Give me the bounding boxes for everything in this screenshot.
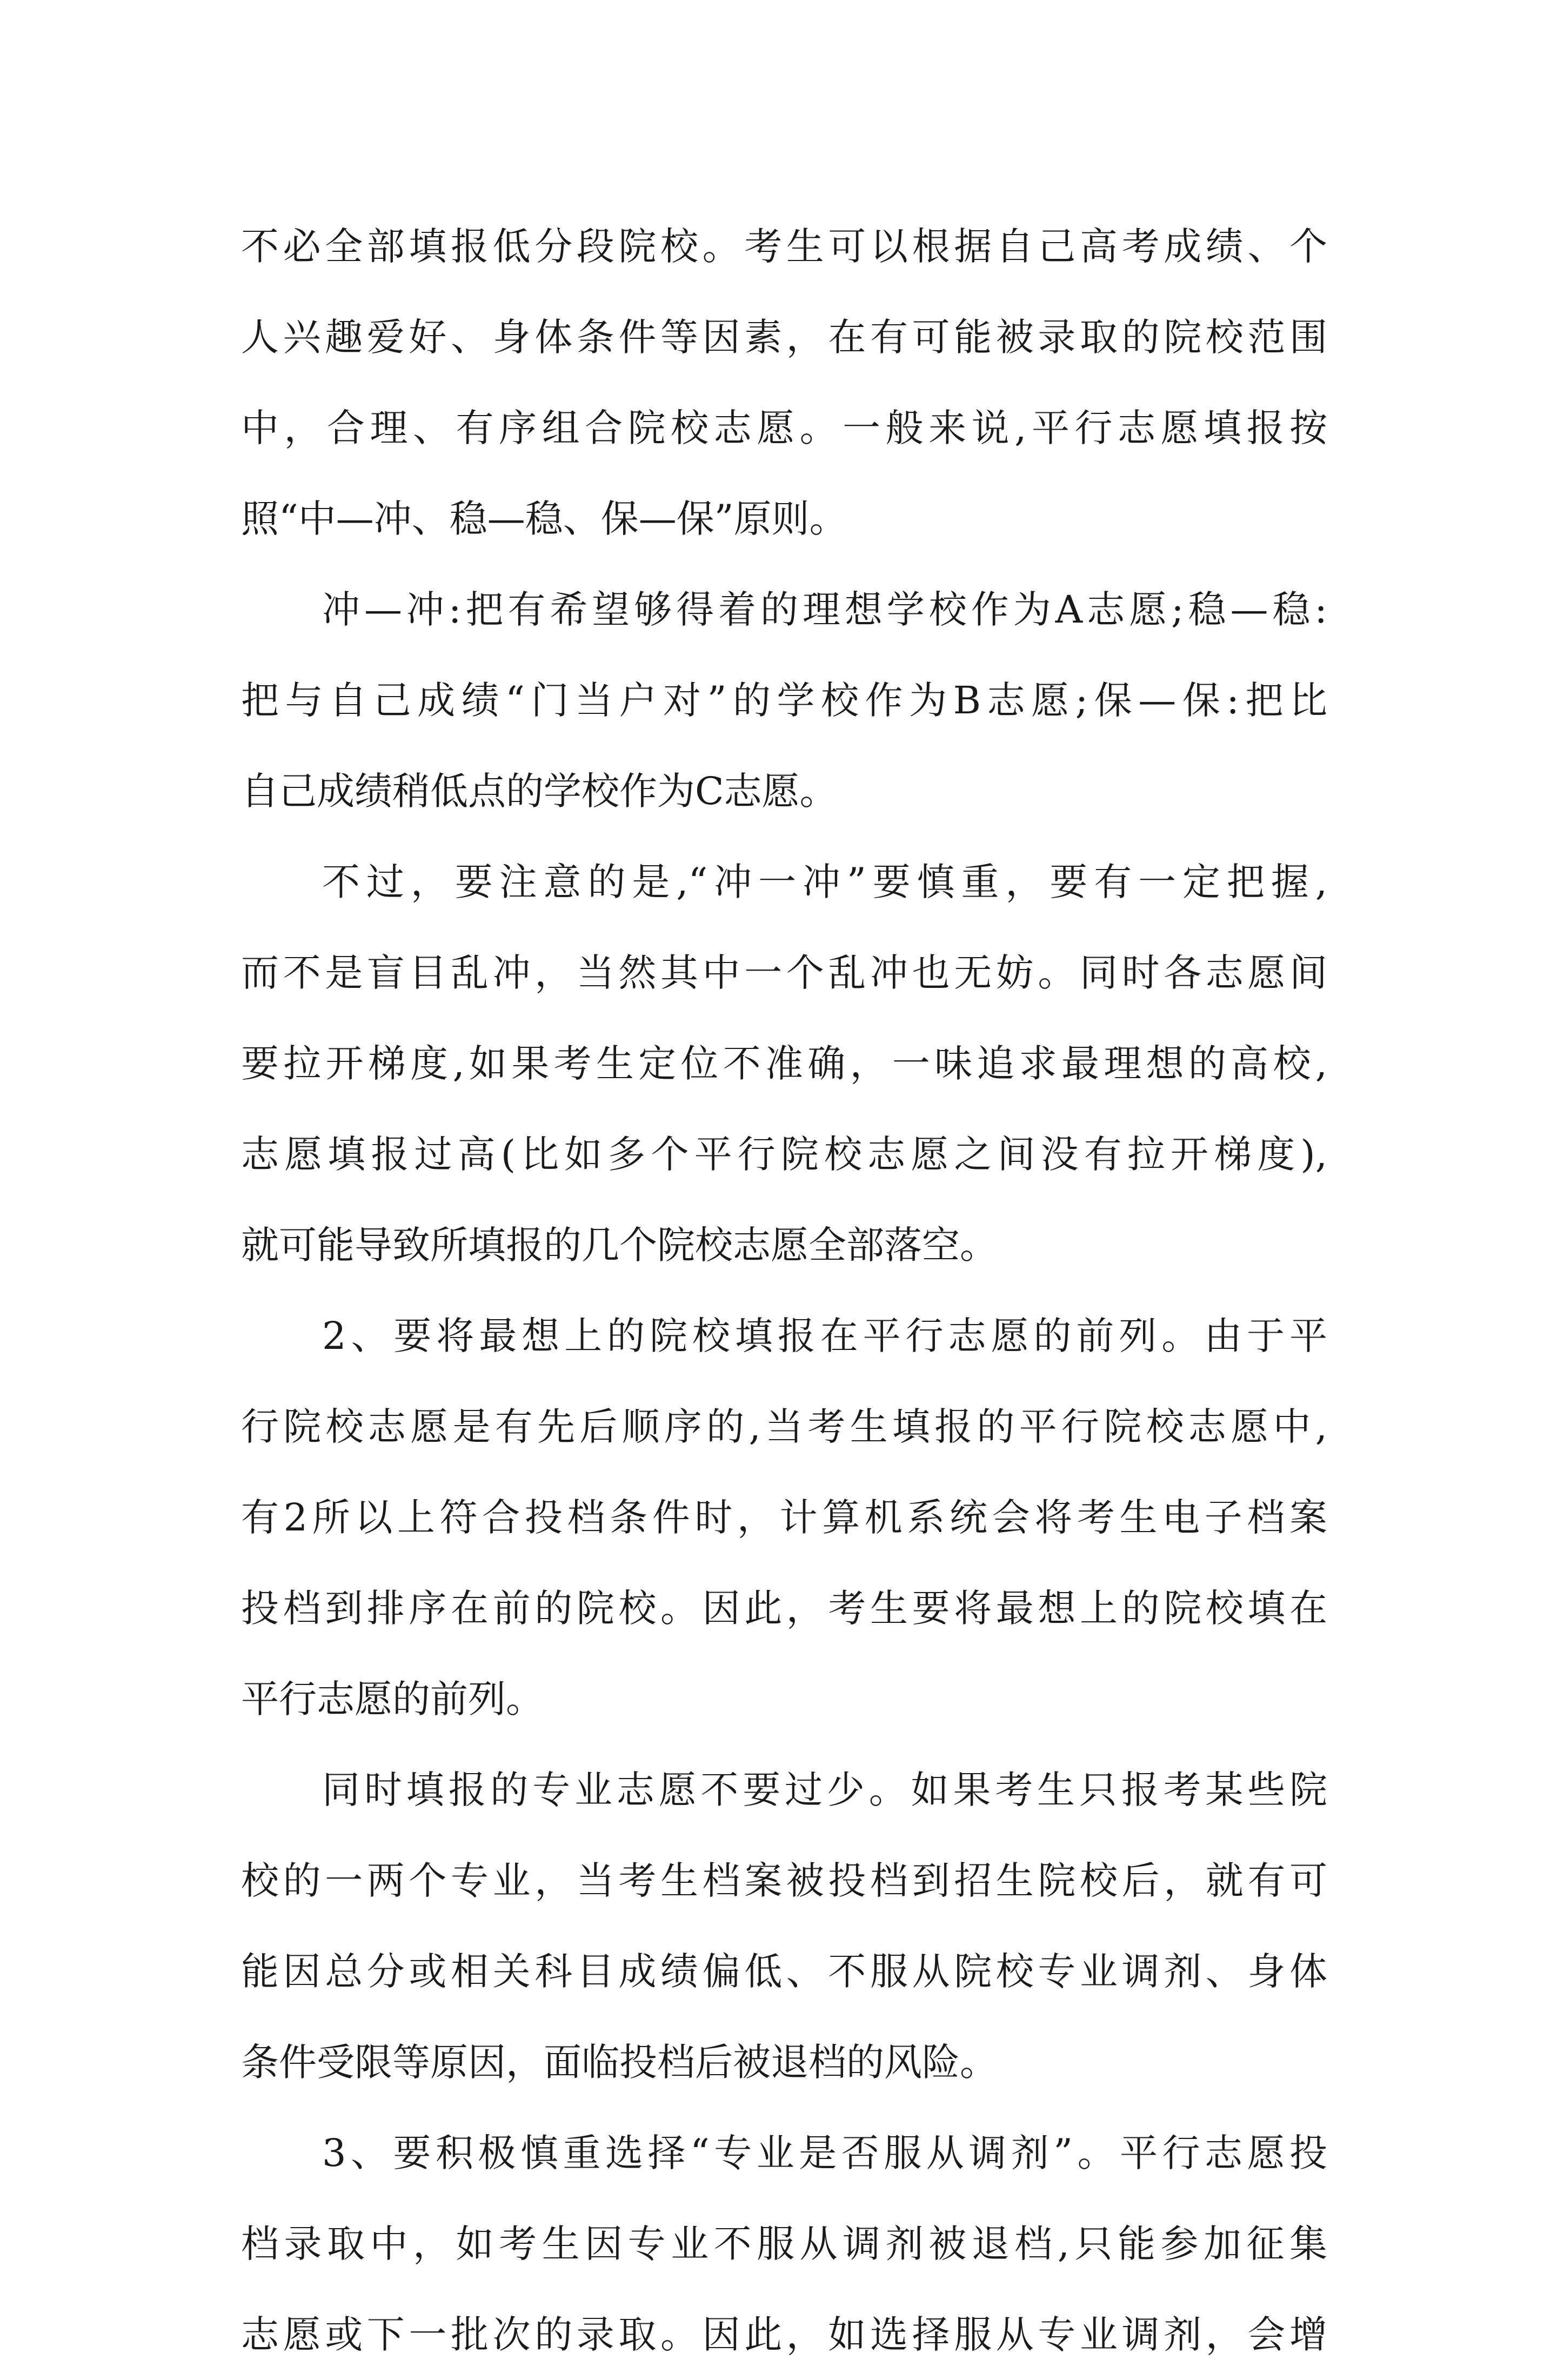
text-line: 志愿或下一批次的录取。因此，如选择服从专业调剂，会增 xyxy=(241,2312,1327,2357)
text-line: 条件受限等原因，面临投档后被退档的风险。 xyxy=(241,2040,998,2084)
text-line: 自己成绩稍低点的学校作为C志愿。 xyxy=(241,769,838,813)
text-line: 把与自己成绩“门当户对”的学校作为B志愿;保—保:把比 xyxy=(241,678,1327,723)
text-line: 3、要积极慎重选择“专业是否服从调剂”。平行志愿投 xyxy=(322,2131,1327,2175)
text-line: 不过，要注意的是,“冲一冲”要慎重，要有一定把握, xyxy=(322,860,1327,904)
text-line: 就可能导致所填报的几个院校志愿全部落空。 xyxy=(241,1223,998,1267)
text-line: 照“中—冲、稳—稳、保—保”原则。 xyxy=(241,497,847,541)
text-line: 而不是盲目乱冲，当然其中一个乱冲也无妨。同时各志愿间 xyxy=(241,951,1327,995)
text-line: 志愿填报过高(比如多个平行院校志愿之间没有拉开梯度), xyxy=(241,1132,1327,1176)
text-line: 投档到排序在前的院校。因此，考生要将最想上的院校填在 xyxy=(241,1586,1327,1630)
text-line: 行院校志愿是有先后顺序的,当考生填报的平行院校志愿中, xyxy=(241,1405,1327,1449)
text-line: 中，合理、有序组合院校志愿。一般来说,平行志愿填报按 xyxy=(241,406,1327,450)
text-line: 档录取中，如考生因专业不服从调剂被退档,只能参加征集 xyxy=(241,2222,1327,2266)
text-line: 同时填报的专业志愿不要过少。如果考生只报考某些院 xyxy=(322,1768,1327,1812)
text-line: 要拉开梯度,如果考生定位不准确，一味追求最理想的高校, xyxy=(241,1041,1327,1086)
body-text xyxy=(241,201,1327,2380)
text-line: 2、要将最想上的院校填报在平行志愿的前列。由于平 xyxy=(322,1314,1327,1358)
text-line: 平行志愿的前列。 xyxy=(241,1677,544,1721)
text-line: 有2所以上符合投档条件时，计算机系统会将考生电子档案 xyxy=(241,1495,1327,1540)
text-line: 能因总分或相关科目成绩偏低、不服从院校专业调剂、身体 xyxy=(241,1949,1327,1994)
text-line: 校的一两个专业，当考生档案被投档到招生院校后，就有可 xyxy=(241,1858,1327,1903)
text-line: 人兴趣爱好、身体条件等因素，在有可能被录取的院校范围 xyxy=(241,315,1327,359)
text-line: 不必全部填报低分段院校。考生可以根据自己高考成绩、个 xyxy=(241,224,1327,269)
text-line: 冲—冲:把有希望够得着的理想学校作为A志愿;稳—稳: xyxy=(322,587,1327,632)
